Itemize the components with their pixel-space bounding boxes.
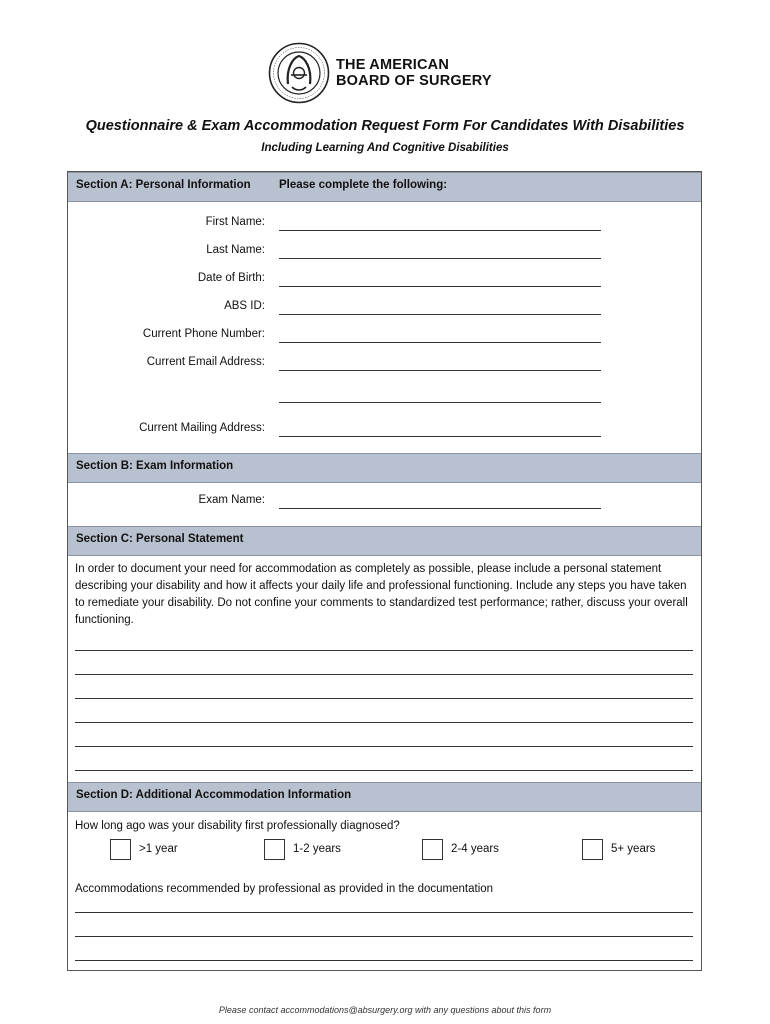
form-frame (67, 171, 702, 971)
section-a-title: Section A: Personal Information (76, 179, 251, 191)
option-under-1-year-label: >1 year (139, 843, 178, 855)
section-b-title: Section B: Exam Information (76, 460, 234, 472)
dob-label: Date of Birth: (197, 272, 265, 284)
personal-statement-instructions: In order to document your need for accommodation as completely as possible, please include a personal statement describing your disability and how it affects your daily life and professional functioning. Include any steps you have taken to remediate your disability. Do not confine your comments to standardized test performance; rather, discuss your overall functioning. (75, 563, 688, 626)
last-name-field[interactable] (279, 258, 601, 259)
section-a-header (68, 172, 701, 202)
option-1-2-years-label: 1-2 years (293, 843, 341, 855)
section-c-header (68, 526, 701, 556)
option-2-4-years-label: 2-4 years (451, 843, 499, 855)
phone-field[interactable] (279, 342, 601, 343)
form-title: Questionnaire & Exam Accommodation Request Form For Candidates With Disabilities (85, 118, 685, 134)
dob-field[interactable] (279, 286, 601, 287)
exam-name-label: Exam Name: (198, 494, 265, 506)
section-c-title: Section C: Personal Statement (76, 533, 244, 545)
recommend-line-1[interactable] (75, 912, 693, 913)
abs-id-label: ABS ID: (224, 300, 265, 312)
section-b-header (68, 453, 701, 483)
abs-logo (268, 42, 492, 104)
statement-line-1[interactable] (75, 650, 693, 651)
footer-contact: Please contact accommodations@absurgery.org with any questions about this form (218, 1005, 552, 1015)
brand-line-1: THE AMERICAN (336, 57, 450, 73)
statement-line-5[interactable] (75, 746, 693, 747)
recommend-line-3[interactable] (75, 960, 693, 961)
first-name-field[interactable] (279, 230, 601, 231)
brand-line-2: BOARD OF SURGERY (336, 73, 492, 89)
option-1-2-years-checkbox[interactable] (264, 839, 285, 860)
abs-id-field[interactable] (279, 314, 601, 315)
email-field[interactable] (279, 370, 601, 371)
recommend-line-2[interactable] (75, 936, 693, 937)
phone-label: Current Phone Number: (142, 328, 265, 340)
statement-line-3[interactable] (75, 698, 693, 699)
statement-line-6[interactable] (75, 770, 693, 771)
mailing-label: Current Mailing Address: (139, 422, 265, 434)
section-d-title: Section D: Additional Accommodation Information (76, 789, 352, 801)
first-name-label: First Name: (205, 216, 265, 228)
form-subtitle: Including Learning And Cognitive Disabilities (261, 142, 509, 154)
section-d-header (68, 782, 701, 812)
statement-line-2[interactable] (75, 674, 693, 675)
last-name-label: Last Name: (206, 244, 265, 256)
email-field-continued[interactable] (279, 402, 601, 403)
email-label: Current Email Address: (146, 356, 265, 368)
section-a-instruction: Please complete the following: (279, 179, 448, 191)
exam-name-field[interactable] (279, 508, 601, 509)
diagnosis-question: How long ago was your disability first professionally diagnosed? (75, 820, 400, 832)
option-2-4-years-checkbox[interactable] (422, 839, 443, 860)
recommended-accommodations-label: Accommodations recommended by professional as provided in the documentation (75, 883, 494, 895)
brand-name (336, 57, 492, 89)
option-under-1-year-checkbox[interactable] (110, 839, 131, 860)
mailing-field[interactable] (279, 436, 601, 437)
option-5-plus-years-checkbox[interactable] (582, 839, 603, 860)
statement-line-4[interactable] (75, 722, 693, 723)
abs-seal-icon (268, 42, 330, 104)
option-5-plus-years-label: 5+ years (611, 843, 656, 855)
